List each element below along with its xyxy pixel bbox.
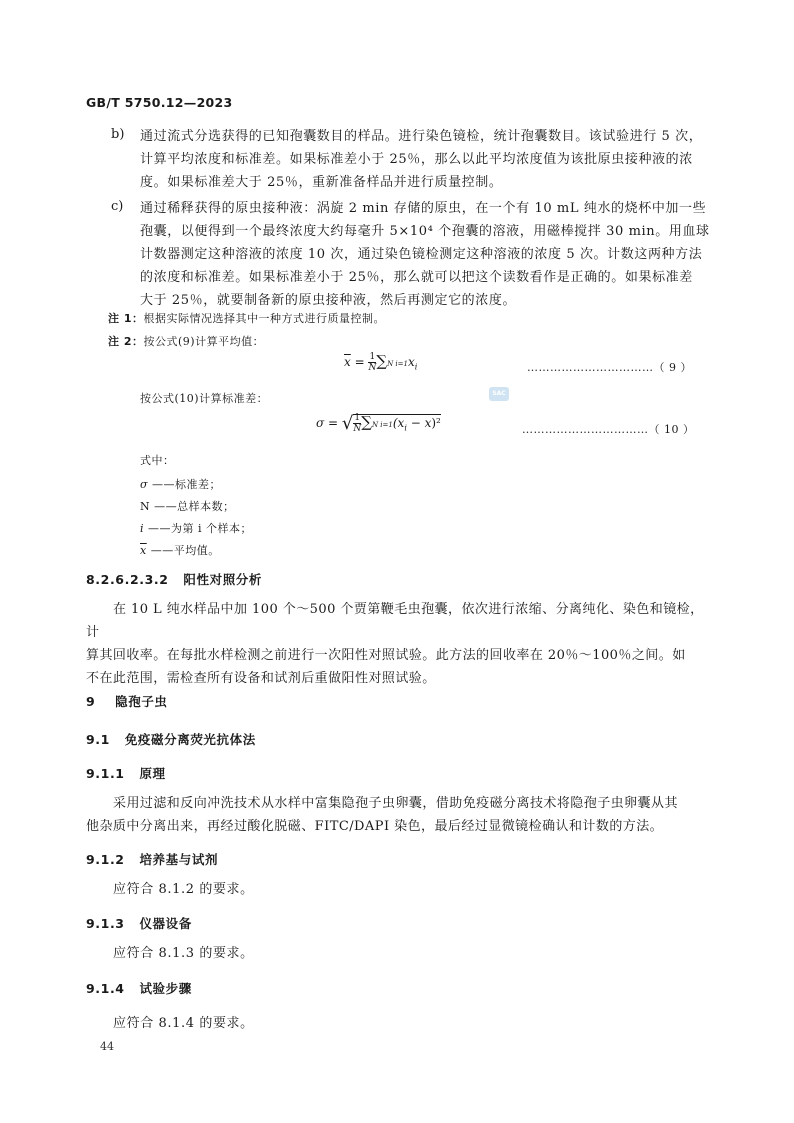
formula-10-term: (x (392, 416, 405, 430)
list-label-b: b) (111, 127, 125, 142)
definition-text: ——平均值。 (146, 544, 220, 557)
fraction-denominator: N (368, 363, 377, 373)
definition-symbol: σ (140, 478, 149, 491)
sqrt-icon: √ (341, 413, 354, 434)
paragraph-line: 在 10 L 纯水样品中加 100 个～500 个贾第鞭毛虫孢囊，依次进行浓缩、分离纯化、染色和镜检，计 (86, 602, 704, 640)
list-item-c-line: 计数器测定这种溶液的浓度 10 次，通过染色镜检测定这种溶液的浓度 5 次。计数这两种方法 (140, 247, 703, 262)
note-2 (108, 333, 264, 349)
formula-9-mean: $\overline{x}$ (344, 355, 351, 369)
section-heading-9-1-2 (86, 850, 218, 868)
section-heading-9-1 (86, 730, 256, 748)
heading-number: 9.1 (86, 732, 110, 747)
heading-number: 9.1.2 (86, 852, 125, 867)
formula-10-subscript: i (404, 423, 407, 433)
list-item-b-line: 计算平均浓度和标准差。如果标准差小于 25％，那么以此平均浓度值为该批原虫接种液的浓 (140, 152, 693, 167)
paragraph-line: 他杂质中分离出来，再经过酸化脱磁、FITC/DAPI 染色，最后经过显微镜检确认和计数的方法。 (86, 819, 664, 834)
heading-title: 原理 (139, 766, 166, 781)
heading-title: 试验步骤 (139, 981, 192, 996)
section-heading-9-1-3 (86, 914, 192, 932)
formula-10-intro: 按公式(10)计算标准差： (140, 392, 269, 405)
note-1-text: 根据实际情况选择其中一种方式进行质量控制。 (143, 312, 385, 325)
definition-row (140, 540, 252, 562)
paragraph-line: 不在此范围，需检查所有设备和试剂后重做阳性对照试验。 (86, 671, 436, 686)
heading-title: 阳性对照分析 (183, 572, 262, 587)
fraction-denominator: N (353, 424, 362, 434)
fraction-numerator: 1 (354, 413, 361, 423)
formula-9-equals: = (350, 355, 369, 369)
note-1 (108, 310, 385, 326)
list-item-c (140, 197, 720, 312)
equipment-text: 应符合 8.1.3 的要求。 (113, 946, 254, 961)
reagents-text: 应符合 8.1.2 的要求。 (113, 882, 254, 897)
paragraph-line: 采用过滤和反向冲洗技术从水样中富集隐孢子虫卵囊，借助免疫磁分离技术将隐孢子虫卵囊从其 (113, 796, 678, 811)
formula-9 (344, 352, 417, 373)
heading-title: 隐孢子虫 (115, 694, 168, 709)
sum-limits: N i=1 (387, 360, 408, 368)
list-item-c-line: 孢囊，以便得到一个最终浓度大约每毫升 5×10⁴ 个孢囊的溶液，用磁棒搅拌 30 min。用血球 (140, 224, 710, 239)
heading-title: 免疫磁分离荧光抗体法 (124, 732, 256, 747)
symbol-definitions (140, 474, 252, 562)
procedure-text: 应符合 8.1.4 的要求。 (113, 1016, 254, 1031)
definition-symbol: $\overline{x}$ (140, 544, 147, 557)
definition-row (140, 496, 252, 518)
standard-header: GB/T 5750.12—2023 (86, 95, 233, 110)
list-item-c-line: 通过稀释获得的原虫接种液：涡旋 2 min 存储的原虫，在一个有 10 mL 纯水的烧杯中加一些 (140, 201, 707, 216)
where-label: 式中： (140, 454, 175, 467)
definition-text: ——标准差； (148, 478, 222, 491)
equation-10-number: ……………………………（ 10 ） (522, 423, 695, 436)
definition-row (140, 518, 252, 540)
definition-row (140, 474, 252, 496)
definition-symbol: N (140, 500, 151, 513)
formula-9-subscript: i (414, 362, 418, 372)
note-2-text: 按公式(9)计算平均值： (143, 335, 265, 348)
list-item-b-line: 通过流式分选获得的已知孢囊数目的样品。进行染色镜检，统计孢囊数目。该试验进行 5 次， (140, 129, 703, 144)
formula-9-term: x (407, 355, 415, 369)
sac-watermark-logo: SAC (489, 387, 509, 401)
heading-number: 9.1.1 (86, 766, 125, 781)
list-item-b (140, 125, 720, 194)
formula-10-close: )² (431, 416, 441, 430)
principle-paragraph (86, 792, 716, 838)
fraction-numerator: 1 (369, 352, 376, 362)
equation-9-number: ……………………………（ 9 ） (527, 361, 692, 374)
sum-symbol: ∑ (361, 413, 372, 431)
heading-number: 9 (86, 694, 96, 709)
formula-10-radicand (353, 413, 441, 434)
section-heading-8-2-6-2-3-2 (86, 570, 262, 588)
sum-limits: N i=1 (371, 421, 393, 429)
page-number: 44 (100, 1040, 114, 1053)
heading-number: 9.1.3 (86, 916, 125, 931)
heading-number: 8.2.6.2.3.2 (86, 572, 169, 587)
list-item-b-line: 度。如果标准差大于 25％，重新准备样品并进行质量控制。 (140, 175, 503, 190)
section-heading-9 (86, 692, 168, 710)
section-heading-9-1-4 (86, 979, 192, 997)
positive-control-paragraph (86, 598, 716, 690)
list-item-c-line: 大于 25％，就要制备新的原虫接种液，然后再测定它的浓度。 (140, 293, 517, 308)
heading-number: 9.1.4 (86, 981, 125, 996)
formula-10-rest: − x (406, 416, 432, 430)
paragraph-line: 算其回收率。在每批水样检测之前进行一次阳性对照试验。此方法的回收率在 20％～100％之间。如 (86, 648, 686, 663)
formula-10 (316, 413, 441, 434)
formula-10-lhs: σ = (316, 416, 342, 430)
sum-symbol: ∑ (376, 352, 388, 370)
definition-symbol: i (140, 522, 145, 535)
note-1-label: 注 1： (108, 312, 144, 325)
section-heading-9-1-1 (86, 764, 166, 782)
heading-title: 培养基与试剂 (139, 852, 219, 867)
note-2-label: 注 2： (108, 335, 144, 348)
heading-title: 仪器设备 (139, 916, 192, 931)
definition-text: ——为第 i 个样本； (144, 522, 253, 535)
list-item-c-line: 的浓度和标准差。如果标准差小于 25％，那么就可以把这个读数看作是正确的。如果标准差 (140, 270, 693, 285)
definition-text: ——总样本数； (150, 500, 235, 513)
list-label-c: c) (111, 199, 124, 214)
